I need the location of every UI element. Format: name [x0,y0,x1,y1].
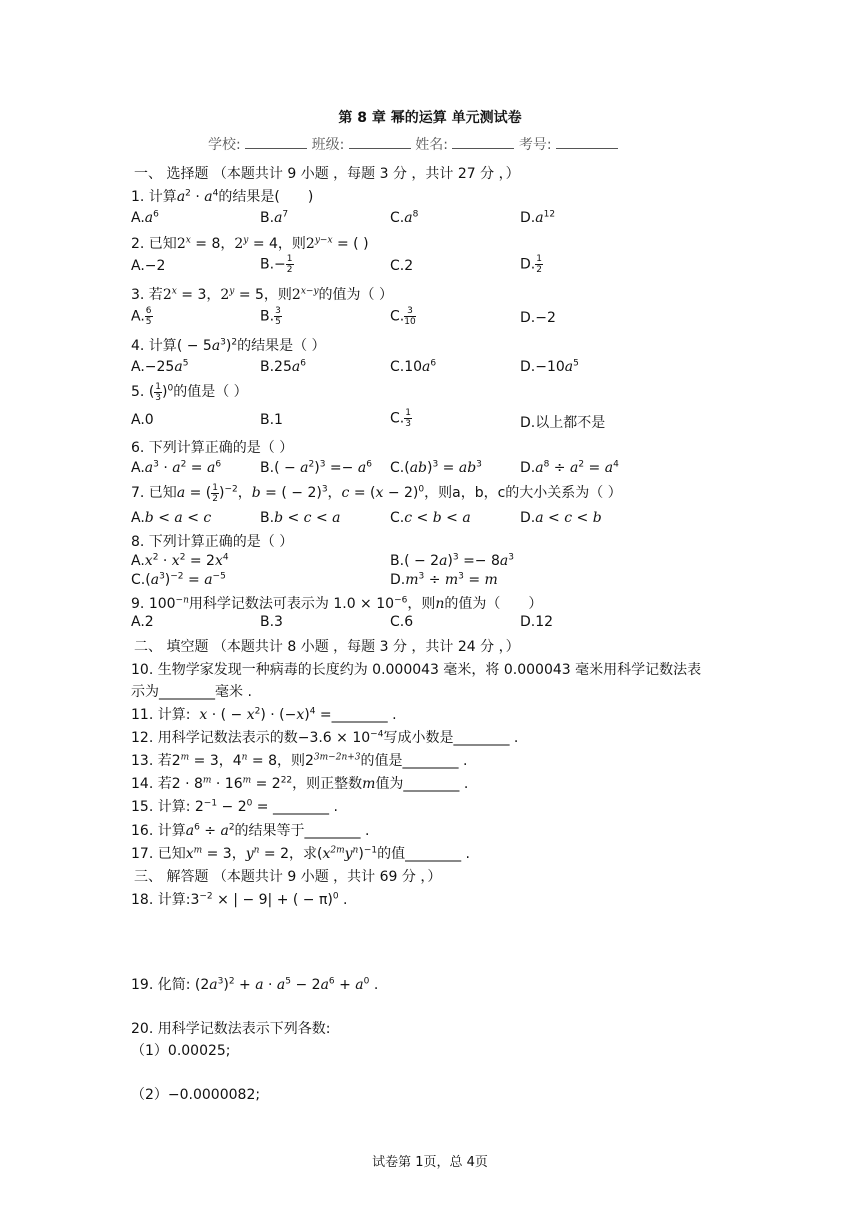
q9-option-a[interactable]: A.2 [131,614,154,630]
question-17: 17. 已知$x^m = 3$，$y^n = 2$，求$(x^{2m}y^n)^{-1}$的值________ . [131,845,470,862]
question-1: 1. 计算$a^2 \cdot a^4$的结果是( ) [131,188,314,205]
question-19: 19. 化简: $(2a^3)^2 + a \cdot a^5 - 2a^6 + a^0$ . [131,976,379,993]
q8-option-a[interactable]: $A.x^2 \cdot x^2 = 2x^4$ [131,552,229,569]
q3-option-d[interactable]: D.−2 [520,310,556,326]
q6-option-c[interactable]: $C.(ab)^3 = ab^3$ [390,459,482,476]
number-blank[interactable] [556,136,618,149]
question-16: 16. 计算$a^6 \div a^2$的结果等于________ . [131,822,370,839]
q3-option-b[interactable]: B. $\frac{3}{5}$ [260,306,281,327]
question-10-line2: 示为________毫米 . [131,684,252,700]
q9-option-b[interactable]: B.3 [260,614,283,630]
q5-option-b[interactable]: B.1 [260,412,283,428]
q7-option-d[interactable]: D.a < c < b [520,510,602,526]
q1-option-b[interactable]: $B.a^7$ [260,209,289,226]
question-20-part-2: （2）−0.0000082; [131,1087,261,1103]
question-5: 5. ( $\frac{1}{3}$ )$^0$的值是（ ） [131,381,248,403]
page-footer: 试卷第 1页，总 4页 [372,1155,488,1170]
q7-option-b[interactable]: B.b < c < a [260,510,341,526]
q3-option-c[interactable]: C. $\frac{3}{10}$ [390,306,416,327]
q6-option-a[interactable]: $A.a^3 \cdot a^2 = a^6$ [131,459,222,476]
question-3: 3. 若$2^x = 3$，$2^y = 5$，则$2^{x-y}$的值为（ ） [131,286,393,303]
q2-option-c[interactable]: C.2 [390,258,414,274]
student-info-line [208,134,618,154]
question-10-line1: 10. 生物学家发现一种病毒的长度约为 0.000043 毫米，将 0.000043 毫米用科学记数法表 [131,662,702,678]
q2-option-b[interactable]: B.− $\frac{1}{2}$ [260,254,293,275]
section-answer-header: 三、 解答题 （本题共计 9 小题 ，共计 69 分 ，） [134,869,442,885]
question-11: 11. 计算: x · ( − $x^2) \cdot (-x)^4$ =________ . [131,706,397,723]
q1-option-d[interactable]: $D.a^{12}$ [520,209,556,226]
question-15: 15. 计算: $2^{-1} - 2^0$ = ________ . [131,798,338,815]
q5-option-d[interactable]: D.以上都不是 [520,415,606,431]
question-6: 6. 下列计算正确的是（ ） [131,440,294,456]
question-4: 4. 计算( − $5a^3)^2$的结果是（ ） [131,337,326,354]
q4-option-a[interactable]: $A.-25a^5$ [131,358,189,375]
class-blank[interactable] [349,136,411,149]
q5-option-a[interactable]: A.0 [131,412,154,428]
question-12: 12. 用科学记数法表示的数$-3.6 \times 10^{-4}$写成小数是________ . [131,729,519,746]
name-blank[interactable] [452,136,514,149]
q7-option-a[interactable]: A.b < a < c [131,510,212,526]
q3-option-a[interactable]: A. $\frac{6}{5}$ [131,306,152,327]
question-9: 9. $100^{-n}$用科学记数法可表示为 $1.0 \times 10^{-6}$，则n的值为（ ） [131,595,543,612]
q5-option-c[interactable]: C. $\frac{1}{3}$ [390,408,411,429]
question-13: 13. 若$2^m = 3$，$4^n = 8$，则$2^{3m-2n+3}$的值是________ . [131,752,468,769]
question-8: 8. 下列计算正确的是（ ） [131,534,294,550]
name-label: 姓名: [415,137,448,153]
question-20-part-1: （1）0.00025; [131,1043,231,1059]
school-blank[interactable] [245,136,307,149]
q7-option-c[interactable]: C.c < b < a [390,510,471,526]
number-label: 考号: [518,137,552,153]
q2-option-a[interactable]: A.−2 [131,258,166,274]
question-18: 18. 计算$:3^{-2}$ × | − 9| + ( − π)$^0$ . [131,891,348,908]
exam-title: 第 8 章 幂的运算 单元测试卷 [338,110,522,126]
q8-option-d[interactable]: $D.m^3 \div m^3 = m$ [390,571,498,588]
q4-option-b[interactable]: $B.25a^6$ [260,358,306,375]
question-7: 7. 已知a = ( $\frac{1}{2}$ )$^{-2}$，b = ( − 2)$^3$，$c = (x - 2)^0$，则a，b，c的大小关系为（ ） [131,482,622,504]
q4-option-c[interactable]: $C.10a^6$ [390,358,437,375]
q6-option-d[interactable]: $D.a^8 \div a^2 = a^4$ [520,459,619,476]
q9-option-c[interactable]: C.6 [390,614,414,630]
question-2: 2. 已知$2^x = 8$，$2^y = 4$，则$2^{y-x}$ = ( ) [131,235,369,252]
section-choice-header: 一、 选择题 （本题共计 9 小题 ，每题 3 分 ，共计 27 分 ，） [134,166,520,182]
q2-option-d[interactable]: D. $\frac{1}{2}$ [520,254,542,275]
q8-option-b[interactable]: $B.( - 2a)^3 =- 8a^3$ [390,552,514,569]
q1-option-a[interactable]: $A.a^6$ [131,209,159,226]
school-label: 学校: [208,137,241,153]
q4-option-d[interactable]: $D.-10a^5$ [520,358,579,375]
q6-option-b[interactable]: $B.( - a^2)^3 =- a^6$ [260,459,372,476]
q9-option-d[interactable]: D.12 [520,614,554,630]
q1-option-c[interactable]: $C.a^8$ [390,209,419,226]
section-fill-header: 二、 填空题 （本题共计 8 小题 ，每题 3 分 ，共计 24 分 ，） [134,639,520,655]
question-14: 14. 若$2 \cdot 8^m \cdot 16^m = 2^{22}$，则正整数m值为________ . [131,775,469,792]
q8-option-c[interactable]: $C.(a^3)^{-2} = a^{-5}$ [131,571,226,588]
question-20: 20. 用科学记数法表示下列各数: [131,1021,331,1037]
class-label: 班级: [311,137,345,153]
